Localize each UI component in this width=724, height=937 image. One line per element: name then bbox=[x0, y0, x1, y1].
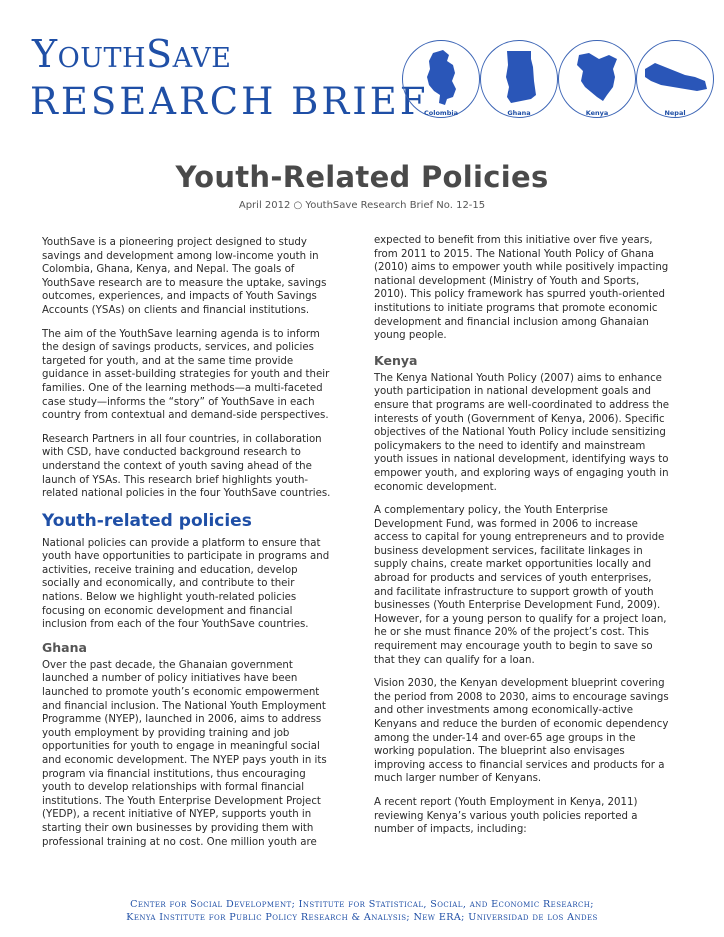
footer-partners bbox=[0, 898, 724, 924]
intro-paragraph-2: The aim of the YouthSave learning agenda is to inform the design of savings products, services, and policies targeted for youth, and at the same time provide guidance in asset-building strategies for youth and their families. One of the learning methods—a multi-faceted case study—informs the “story” of YouthSave in each country from contextual and demand-side perspectives. bbox=[42, 328, 330, 422]
kenya-paragraph-3: Vision 2030, the Kenyan development blueprint covering the period from 2008 to 2030, aims to encourage savings and other investments among economically-active Kenyans and reduce the burden of economic dependency among the under-14 and over-65 age groups in the working population. The blueprint also envisages improving access to financial services and products for a much larger number of Kenyans. bbox=[374, 678, 669, 785]
heading-ghana: Ghana bbox=[42, 639, 87, 655]
kenya-paragraph-1: The Kenya National Youth Policy (2007) aims to enhance youth participation in national development goals and ensure that programs are well-coordinated to address the interests of youth (Government of Kenya, 2006). Specific objectives of the National Youth Policy include sensitizing policymakers to the need to identify and mainstream youth issues in national development, identifying ways to empower youth, and exploring ways of engaging youth in economic development. bbox=[374, 372, 670, 493]
country-badge-colombia bbox=[402, 40, 480, 118]
country-badge-nepal bbox=[636, 40, 714, 118]
page-title: Youth-Related Policies bbox=[175, 160, 549, 194]
country-badge-kenya bbox=[558, 40, 636, 118]
ghana-paragraph: Over the past decade, the Ghanaian government launched a number of policy initiatives have been launched to promote youth’s economic empowerment and financial inclusion. The National Youth Employment Programme (NYEP), launched in 2006, aims to address youth employment by providing training and job opportunities for youth to engage in meaningful social and economic development. The NYEP pays youth in its program via financial institutions, thus encouraging youth to develop relationships with formal financial institutions. The Youth Enterprise Development Project (YEDP), a recent initiative of NYEP, supports youth in starting their own businesses by providing them with professional training at no cost. One million youth are bbox=[42, 659, 327, 848]
kenya-paragraph-2: A complementary policy, the Youth Enterprise Development Fund, was formed in 2006 to increase access to capital for young entrepreneurs and to provide business development services, facilitate linkages in supply chains, create market opportunities locally and abroad for products and services of youth enterprises, and facilitate infrastructure to support growth of youth businesses (Youth Enterprise Development Fund, 2009). However, for a young person to qualify for a project loan, he or she must finance 20% of the project’s cost. This requirement may encourage youth to begin to save so that they can qualify for a loan. bbox=[374, 505, 667, 666]
ghana-map-icon bbox=[481, 41, 559, 119]
colombia-map-icon bbox=[403, 41, 481, 119]
page-subtitle: April 2012 ○ YouthSave Research Brief No. 12-15 bbox=[238, 200, 486, 211]
country-label-ghana: Ghana bbox=[507, 109, 531, 117]
intro-paragraph-1: YouthSave is a pioneering project designed to study savings and development among low-income youth in Colombia, Ghana, Kenya, and Nepal. The goals of YouthSave research are to measure the uptake, savings outcomes, experiences, and impacts of Youth Savings Accounts (YSAs) on clients and financial institutions. bbox=[42, 237, 327, 316]
left-column bbox=[42, 236, 338, 859]
footer-line-2: Kenya Institute for Public Policy Research & Analysis; New ERA; Universidad de los Andes bbox=[126, 912, 598, 923]
right-column bbox=[374, 234, 672, 847]
nepal-map-icon bbox=[637, 41, 715, 119]
country-badges bbox=[402, 40, 714, 130]
country-badge-ghana bbox=[480, 40, 558, 118]
country-label-kenya: Kenya bbox=[585, 109, 609, 117]
section-heading-youth-policies: Youth-related policies bbox=[42, 510, 252, 531]
masthead bbox=[0, 0, 724, 140]
kenya-map-icon bbox=[559, 41, 637, 119]
section-paragraph: National policies can provide a platform to ensure that youth have opportunities to participate in programs and activities, receive training and education, develop socially and economically, and contribute to their nations. Below we highlight youth-related policies focusing on economic development and financial inclusion from each of the four YouthSave countries. bbox=[42, 537, 330, 631]
kenya-paragraph-4: A recent report (Youth Employment in Kenya, 2011) reviewing Kenya’s various youth policies reported a number of impacts, including: bbox=[374, 796, 638, 836]
footer-line-1: Center for Social Development; Institute for Statistical, Social, and Economic Research; bbox=[130, 899, 594, 910]
ghana-continued-paragraph: expected to benefit from this initiative over five years, from 2011 to 2015. The National Youth Policy of Ghana (2010) aims to empower youth while positively impacting national development (Ministry of Youth and Sports, 2010). This policy framework has spurred youth-oriented institutions to initiate programs that promote economic development and financial inclusion among Ghanaian young people. bbox=[374, 235, 669, 342]
country-label-nepal: Nepal bbox=[664, 109, 686, 117]
brand-title: YouthSave bbox=[32, 32, 232, 76]
country-label-colombia: Colombia bbox=[424, 109, 458, 117]
intro-paragraph-3: Research Partners in all four countries, in collaboration with CSD, have conducted background research to understand the context of youth saving ahead of the launch of YSAs. This research brief highlights youth-related national policies in the four YouthSave countries. bbox=[42, 433, 331, 500]
heading-kenya: Kenya bbox=[374, 352, 418, 368]
brand-subtitle: RESEARCH BRIEF bbox=[30, 80, 429, 123]
